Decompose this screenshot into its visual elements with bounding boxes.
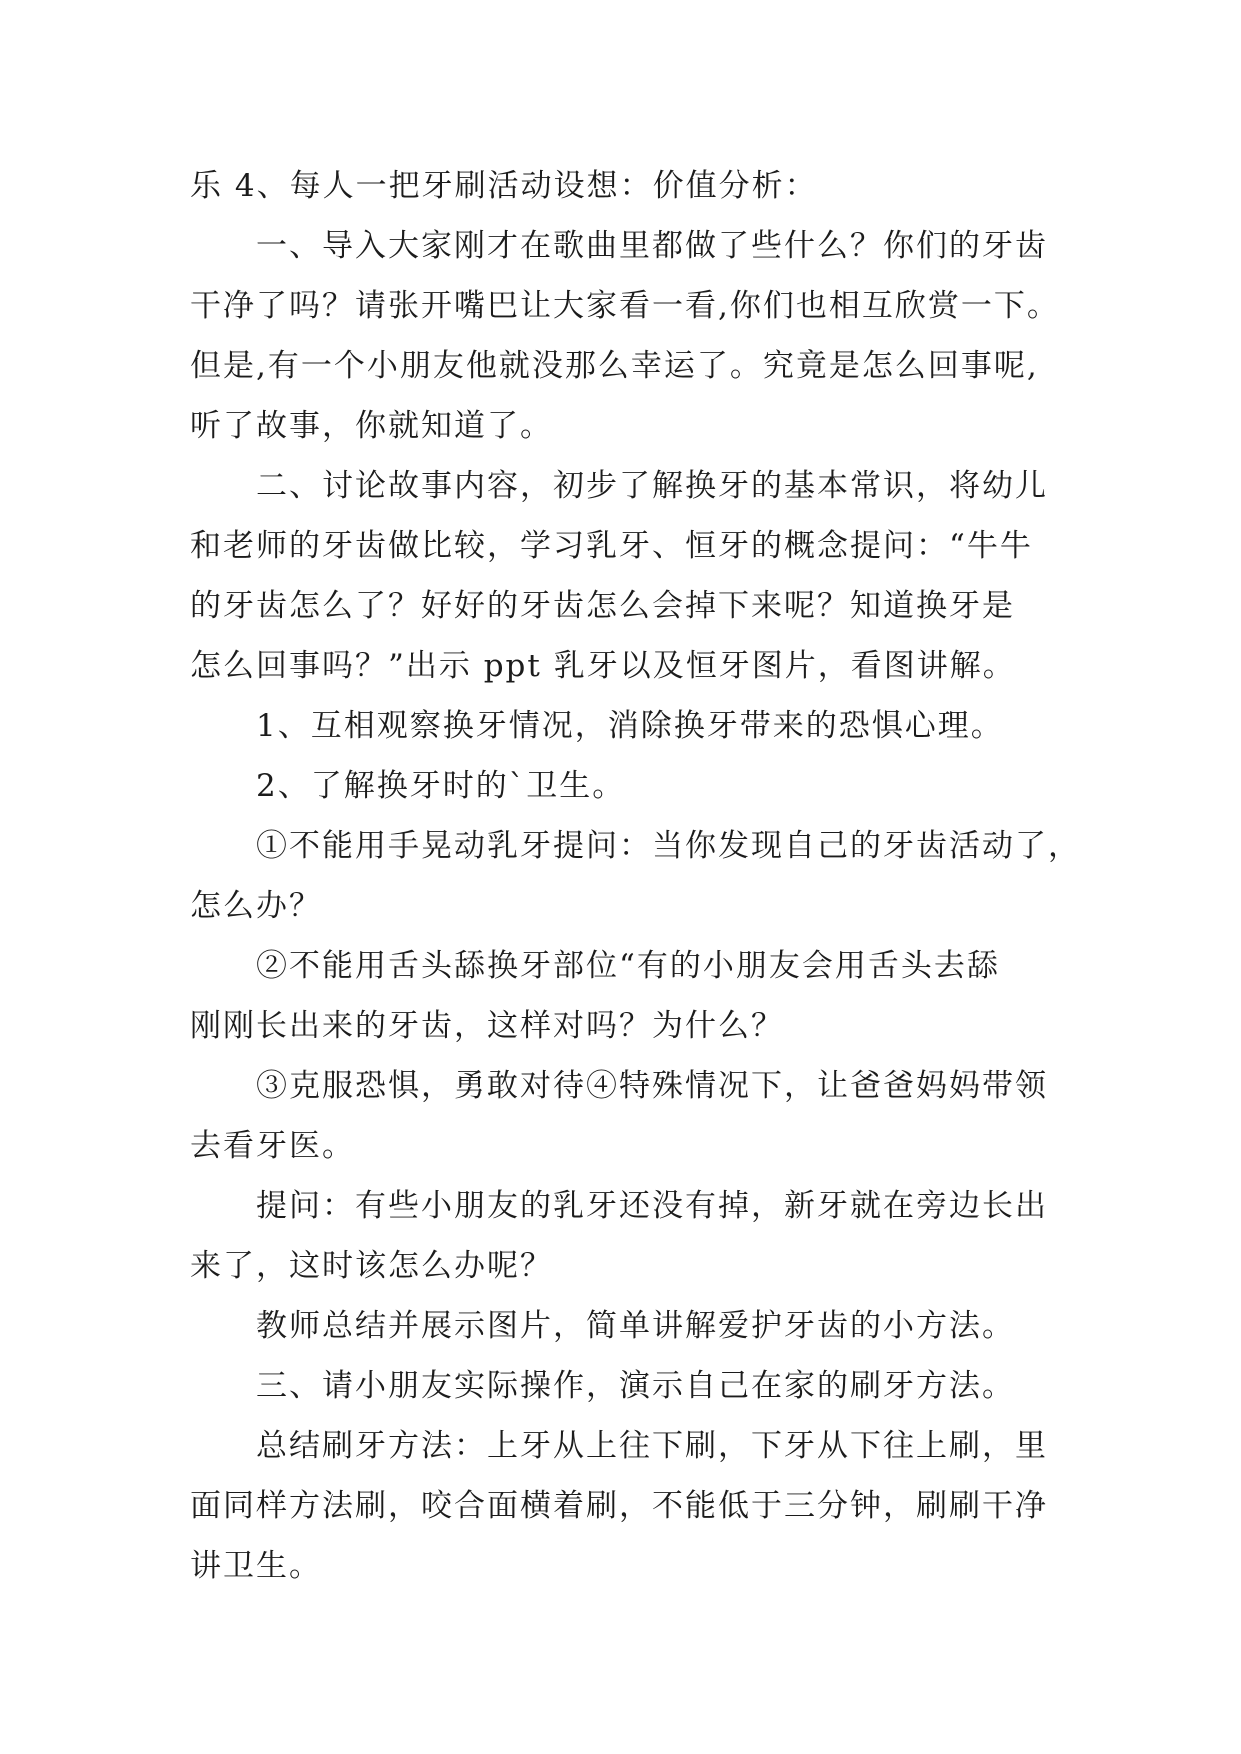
text-line: 干净了吗？请张开嘴巴让大家看一看,你们也相互欣赏一下。 — [190, 288, 1060, 324]
text-line: 来了，这时该怎么办呢？ — [190, 1248, 553, 1284]
text-line: ①不能用手晃动乳牙提问：当你发现自己的牙齿活动了， — [256, 828, 1081, 864]
text-line: 刚刚长出来的牙齿，这样对吗？为什么？ — [190, 1008, 784, 1044]
text-line: 但是,有一个小朋友他就没那么幸运了。究竟是怎么回事呢, — [190, 348, 1039, 384]
text-line: 二、讨论故事内容，初步了解换牙的基本常识，将幼儿 — [256, 468, 1048, 504]
text-line: 一、导入大家刚才在歌曲里都做了些什么？你们的牙齿 — [256, 228, 1048, 264]
text-line: 的牙齿怎么了？好好的牙齿怎么会掉下来呢？知道换牙是 — [190, 588, 1015, 624]
text-line: 1、互相观察换牙情况，消除换牙带来的恐惧心理。 — [256, 708, 1004, 744]
text-line: 听了故事，你就知道了。 — [190, 408, 553, 444]
text-line: 怎么回事吗？”出示 ppt 乳牙以及恒牙图片，看图讲解。 — [190, 648, 1016, 684]
text-line: ③克服恐惧，勇敢对待④特殊情况下，让爸爸妈妈带领 — [256, 1068, 1048, 1104]
text-line: 怎么办？ — [190, 888, 322, 924]
text-line: 乐 4、每人一把牙刷活动设想：价值分析： — [190, 168, 818, 204]
text-line: ②不能用舌头舔换牙部位“有的小朋友会用舌头去舔 — [256, 948, 1000, 984]
text-line: 讲卫生。 — [190, 1548, 322, 1584]
text-line: 教师总结并展示图片，简单讲解爱护牙齿的小方法。 — [256, 1308, 1015, 1344]
text-line: 面同样方法刷，咬合面横着刷，不能低于三分钟，刷刷干净 — [190, 1488, 1048, 1524]
text-line: 和老师的牙齿做比较，学习乳牙、恒牙的概念提问：“牛牛 — [190, 528, 1033, 564]
text-line: 三、请小朋友实际操作，演示自己在家的刷牙方法。 — [256, 1368, 1015, 1404]
text-line: 总结刷牙方法：上牙从上往下刷，下牙从下往上刷，里 — [256, 1428, 1048, 1464]
text-line: 提问：有些小朋友的乳牙还没有掉，新牙就在旁边长出 — [256, 1188, 1048, 1224]
text-line: 2、了解换牙时的`卫生。 — [256, 768, 626, 804]
text-line: 去看牙医。 — [190, 1128, 355, 1164]
